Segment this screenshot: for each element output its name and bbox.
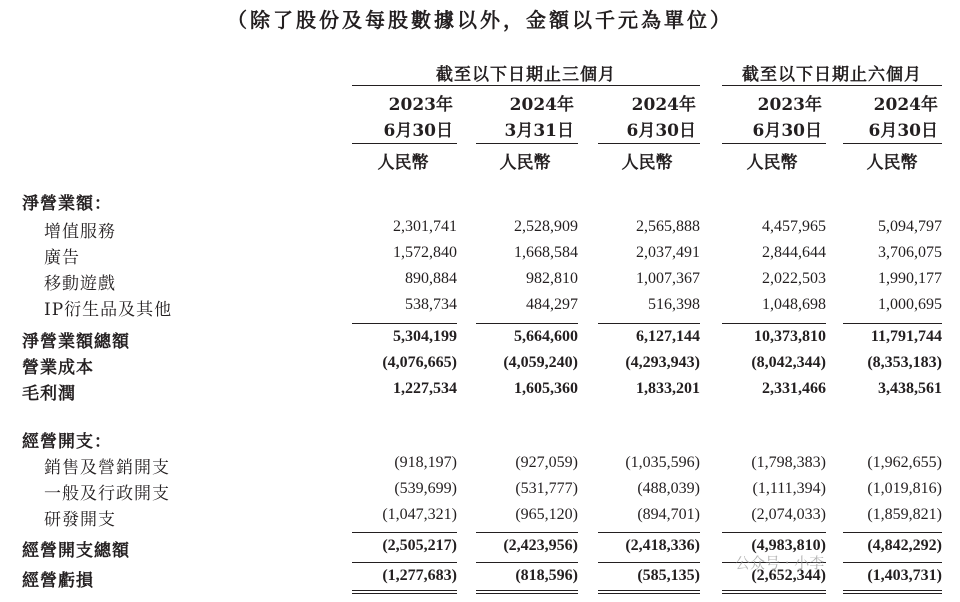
total-double-rule xyxy=(722,590,826,591)
table-cell: (1,047,321) xyxy=(382,506,457,523)
period-group-rule xyxy=(722,85,942,86)
column-currency: 人民幣 xyxy=(377,153,429,173)
total-double-rule xyxy=(598,590,700,591)
row-label: 銷售及營銷開支 xyxy=(44,458,170,478)
row-label: 經營開支： xyxy=(22,432,112,452)
row-label: 淨營業額： xyxy=(22,194,112,214)
row-label: IP衍生品及其他 xyxy=(44,300,173,320)
subtotal-rule xyxy=(352,323,457,324)
table-cell: (818,596) xyxy=(515,567,578,584)
column-header-rule xyxy=(476,143,578,144)
table-cell: (1,798,383) xyxy=(751,454,826,471)
table-cell: (1,962,655) xyxy=(867,454,942,471)
table-cell: 516,398 xyxy=(648,296,700,313)
row-label: 移動遊戲 xyxy=(44,274,116,294)
column-currency: 人民幣 xyxy=(621,153,673,173)
table-cell: (531,777) xyxy=(515,480,578,497)
table-cell: 1,000,695 xyxy=(878,296,942,313)
table-cell: 1,833,201 xyxy=(636,380,700,397)
table-cell: 1,572,840 xyxy=(393,244,457,261)
row-label: 營業成本 xyxy=(22,358,94,378)
table-cell: (4,076,665) xyxy=(382,354,457,371)
period-group-header: 截至以下日期止六個月 xyxy=(742,65,922,85)
column-year: 2024年 xyxy=(631,95,696,115)
column-date: 6月30日 xyxy=(752,121,822,141)
column-year: 2024年 xyxy=(509,95,574,115)
table-cell: 2,037,491 xyxy=(636,244,700,261)
column-date: 6月30日 xyxy=(868,121,938,141)
total-double-rule xyxy=(476,593,578,594)
row-label: 經營虧損 xyxy=(22,571,94,591)
subtotal-rule xyxy=(476,532,578,533)
table-cell: 1,227,534 xyxy=(393,380,457,397)
table-cell: (1,019,816) xyxy=(867,480,942,497)
table-cell: 6,127,144 xyxy=(636,328,700,345)
table-cell: (1,111,394) xyxy=(752,480,826,497)
table-cell: (894,701) xyxy=(637,506,700,523)
table-cell: 890,884 xyxy=(405,270,457,287)
column-date: 6月30日 xyxy=(626,121,696,141)
column-header-rule xyxy=(722,143,826,144)
table-cell: 2,022,503 xyxy=(762,270,826,287)
table-cell: (2,074,033) xyxy=(751,506,826,523)
table-cell: 5,304,199 xyxy=(393,328,457,345)
table-cell: (2,652,344) xyxy=(751,567,826,584)
column-currency: 人民幣 xyxy=(499,153,551,173)
total-double-rule xyxy=(843,590,942,591)
table-cell: 3,706,075 xyxy=(878,244,942,261)
row-label: 一般及行政開支 xyxy=(44,484,170,504)
table-cell: (4,983,810) xyxy=(751,537,826,554)
row-label: 淨營業額總額 xyxy=(22,332,130,352)
total-rule xyxy=(476,562,578,563)
period-group-header: 截至以下日期止三個月 xyxy=(436,65,616,85)
column-header-rule xyxy=(598,143,700,144)
subtotal-rule xyxy=(843,323,942,324)
table-cell: 1,605,360 xyxy=(514,380,578,397)
total-double-rule xyxy=(476,590,578,591)
table-cell: (2,505,217) xyxy=(382,537,457,554)
table-cell: (488,039) xyxy=(637,480,700,497)
period-group-rule xyxy=(352,85,700,86)
subtotal-rule xyxy=(722,532,826,533)
table-cell: 1,048,698 xyxy=(762,296,826,313)
column-year: 2023年 xyxy=(757,95,822,115)
table-cell: 11,791,744 xyxy=(870,328,942,345)
table-cell: (927,059) xyxy=(515,454,578,471)
table-cell: (4,842,292) xyxy=(867,537,942,554)
table-cell: (1,035,596) xyxy=(625,454,700,471)
row-label: 經營開支總額 xyxy=(22,541,130,561)
total-double-rule xyxy=(352,593,457,594)
table-cell: 5,094,797 xyxy=(878,218,942,235)
column-header-rule xyxy=(843,143,942,144)
column-date: 6月30日 xyxy=(383,121,453,141)
total-rule xyxy=(598,562,700,563)
table-cell: 1,007,367 xyxy=(636,270,700,287)
table-cell: 5,664,600 xyxy=(514,328,578,345)
table-cell: (965,120) xyxy=(515,506,578,523)
table-cell: (8,353,183) xyxy=(867,354,942,371)
total-rule xyxy=(843,562,942,563)
table-cell: 2,301,741 xyxy=(393,218,457,235)
total-double-rule xyxy=(722,593,826,594)
table-cell: 4,457,965 xyxy=(762,218,826,235)
table-cell: 2,331,466 xyxy=(762,380,826,397)
table-cell: (2,418,336) xyxy=(625,537,700,554)
subtotal-rule xyxy=(352,532,457,533)
table-cell: 982,810 xyxy=(526,270,578,287)
total-double-rule xyxy=(352,590,457,591)
table-cell: 2,565,888 xyxy=(636,218,700,235)
subtotal-rule xyxy=(598,532,700,533)
table-cell: (1,277,683) xyxy=(382,567,457,584)
table-cell: (585,135) xyxy=(637,567,700,584)
row-label: 毛利潤 xyxy=(22,384,76,404)
page-title: （除了股份及每股數據以外，金額以千元為單位） xyxy=(227,8,733,32)
table-cell: (8,042,344) xyxy=(751,354,826,371)
table-cell: 10,373,810 xyxy=(754,328,826,345)
table-cell: (539,699) xyxy=(394,480,457,497)
column-date: 3月31日 xyxy=(504,121,574,141)
table-cell: (1,859,821) xyxy=(867,506,942,523)
table-cell: 538,734 xyxy=(405,296,457,313)
column-header-rule xyxy=(352,143,457,144)
table-cell: (918,197) xyxy=(394,454,457,471)
column-currency: 人民幣 xyxy=(746,153,798,173)
row-label: 廣告 xyxy=(44,248,80,268)
column-year: 2024年 xyxy=(873,95,938,115)
table-cell: (4,293,943) xyxy=(625,354,700,371)
table-cell: 2,528,909 xyxy=(514,218,578,235)
subtotal-rule xyxy=(476,323,578,324)
column-year: 2023年 xyxy=(388,95,453,115)
column-currency: 人民幣 xyxy=(866,153,918,173)
row-label: 增值服務 xyxy=(44,222,116,242)
subtotal-rule xyxy=(843,532,942,533)
row-label: 研發開支 xyxy=(44,510,116,530)
table-cell: 1,668,584 xyxy=(514,244,578,261)
table-cell: 3,438,561 xyxy=(878,380,942,397)
subtotal-rule xyxy=(598,323,700,324)
total-rule xyxy=(352,562,457,563)
table-cell: (1,403,731) xyxy=(867,567,942,584)
table-cell: 1,990,177 xyxy=(878,270,942,287)
table-cell: 2,844,644 xyxy=(762,244,826,261)
watermark-text: 公众号 · 小李 xyxy=(735,554,825,572)
table-cell: 484,297 xyxy=(526,296,578,313)
total-double-rule xyxy=(843,593,942,594)
subtotal-rule xyxy=(722,323,826,324)
total-double-rule xyxy=(598,593,700,594)
table-cell: (2,423,956) xyxy=(503,537,578,554)
table-cell: (4,059,240) xyxy=(503,354,578,371)
